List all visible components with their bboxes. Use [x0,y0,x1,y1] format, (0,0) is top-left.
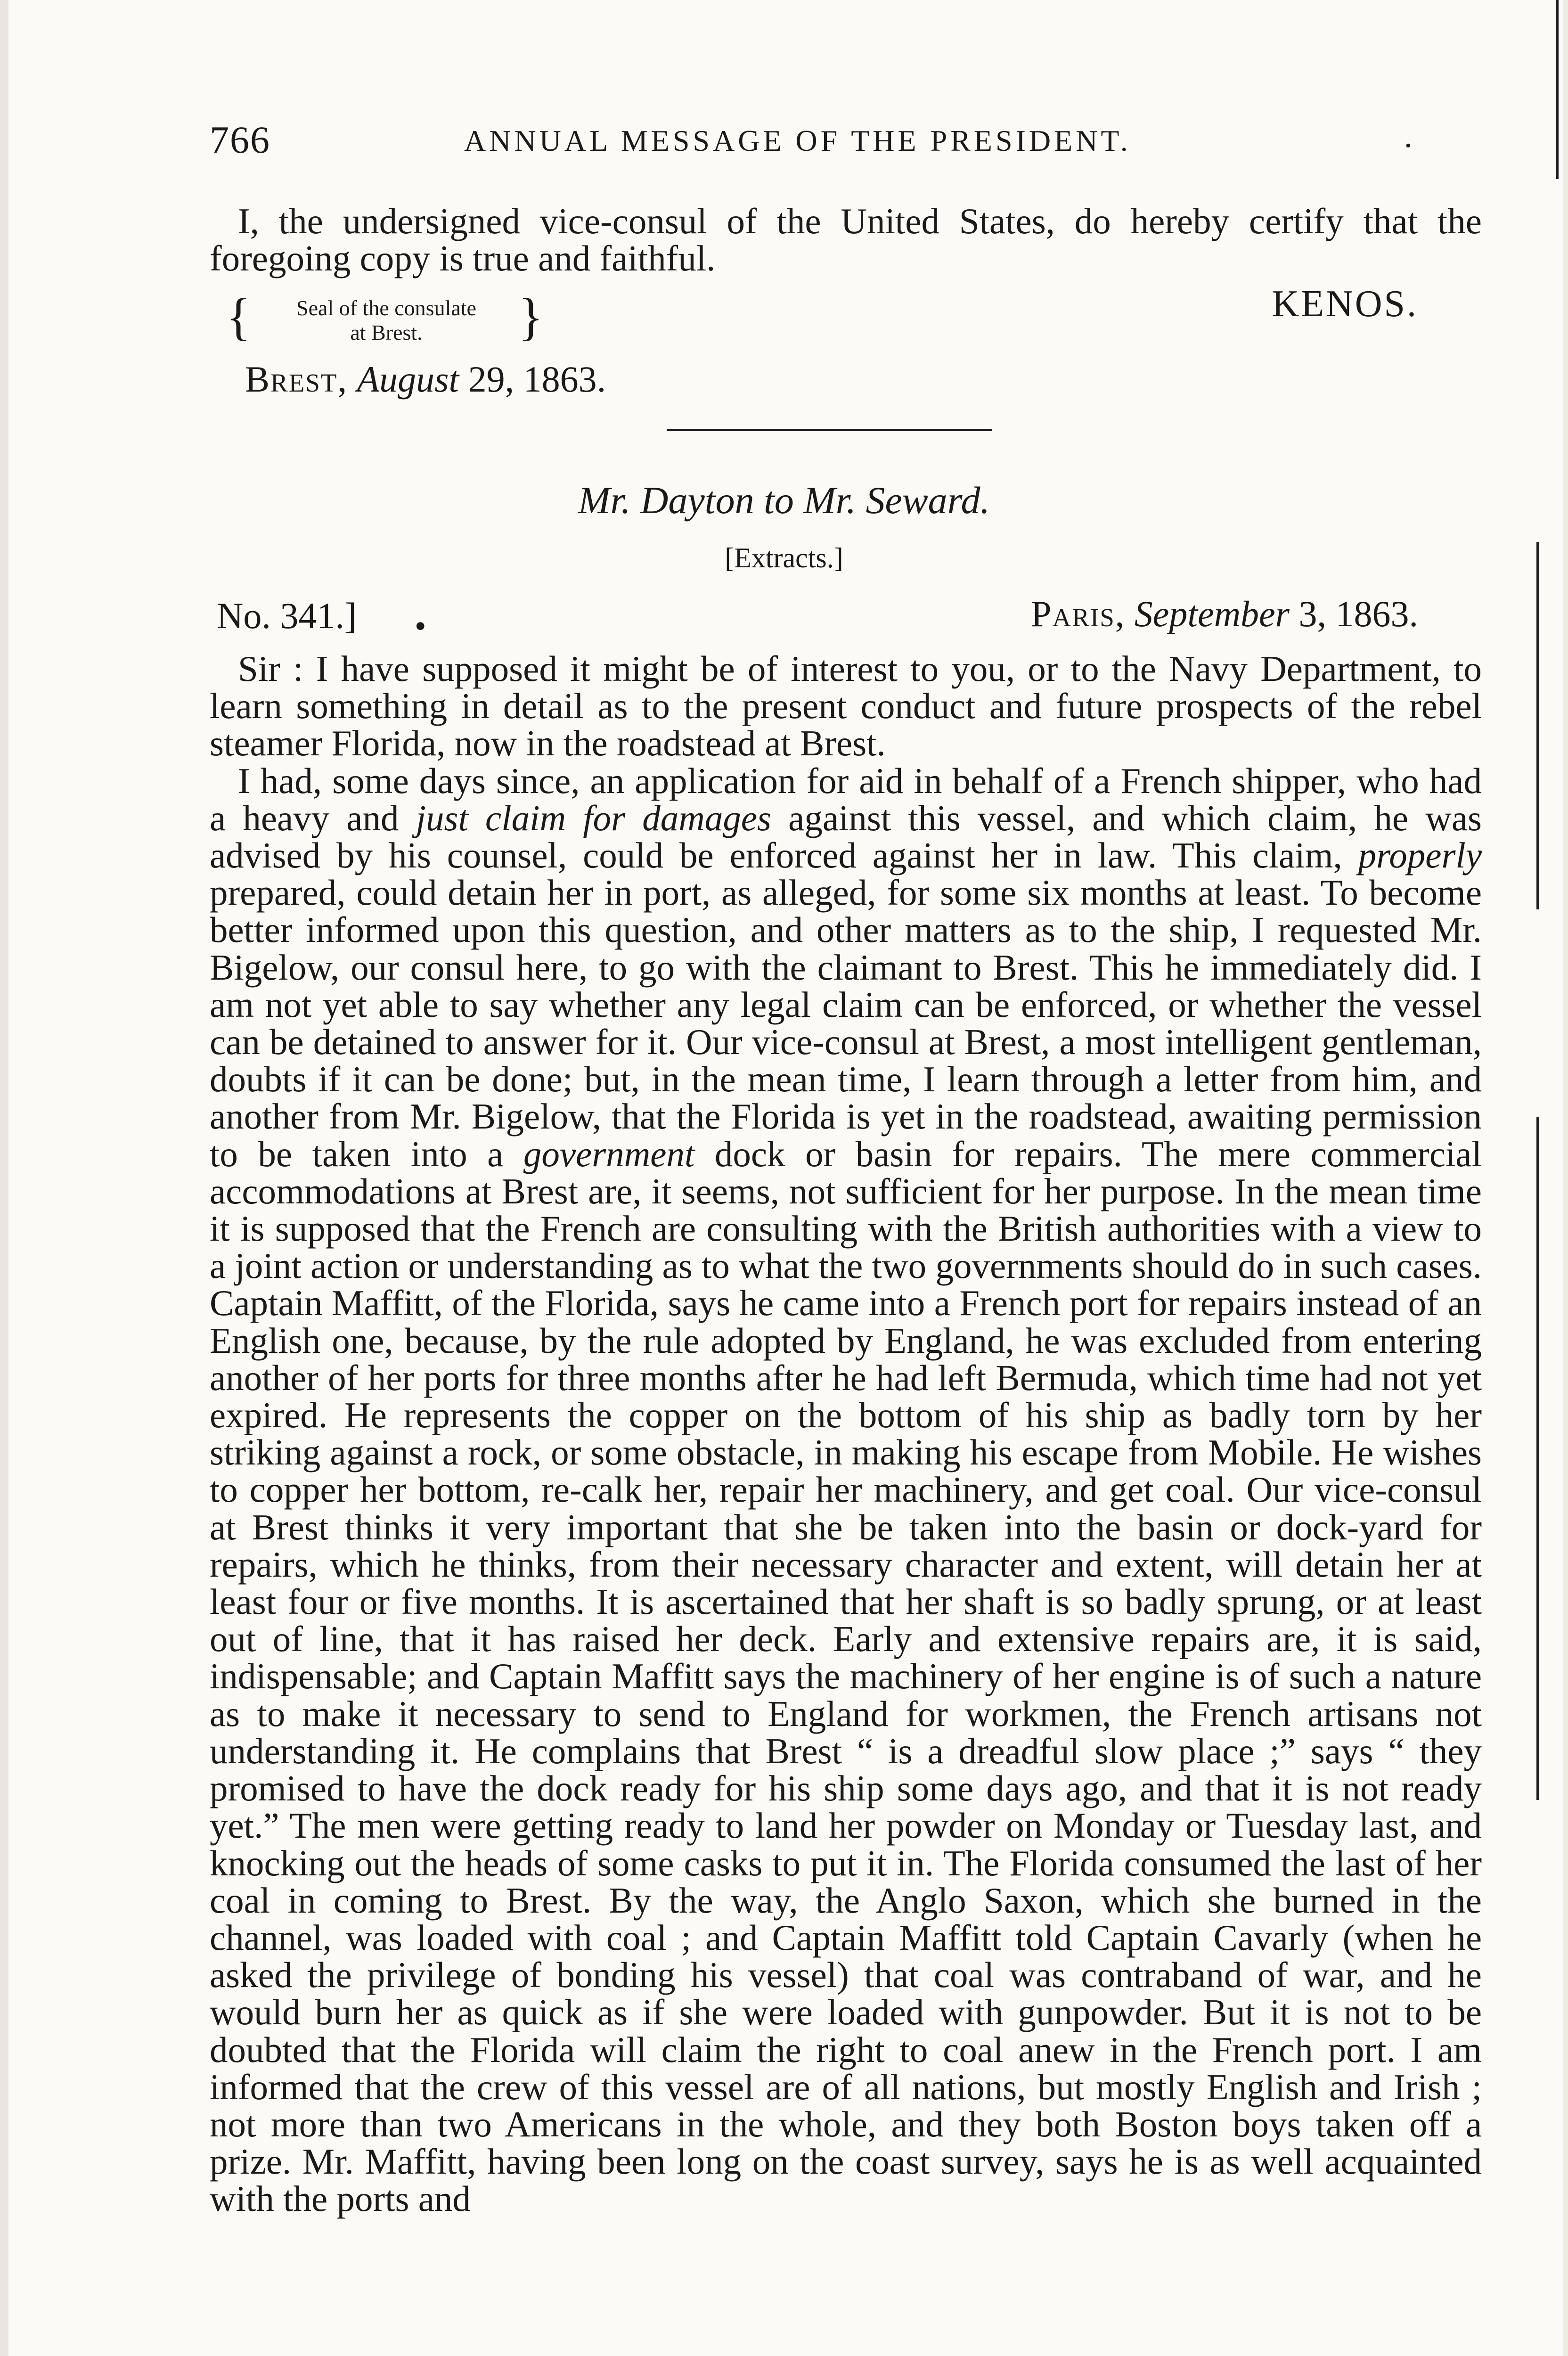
running-title: ANNUAL MESSAGE OF THE PRESIDENT. [464,124,1131,157]
page-number: 766 [210,118,270,161]
p2-text-b: against this vessel, and which claim, he was advised by his counsel, could be enforced against her in law. This claim, [210,797,1482,876]
p2-emphasis-claim: just claim for damages [416,797,771,838]
seal-brace-left: { [226,288,251,345]
certificate-paragraph: I, the undersigned vice-consul of the United States, do hereby certify that the foregoing copy is true and faithful. [210,201,1482,279]
letter-body [210,650,1482,2218]
signer-name: KENOS. [1272,283,1418,325]
scan-edge-left [0,0,8,2356]
certificate-text [210,203,1482,277]
certificate-place: Brest, [245,359,348,400]
p2-text-a: I had, some days since, an application for aid in behalf of a French shipper, who had a heavy and [210,760,1482,838]
certificate-place-date [245,358,606,401]
section-divider [667,429,992,431]
dateline-day-year: 3, 1863. [1298,593,1418,634]
scan-artifact-line [1536,542,1539,909]
stray-mark: . [1404,118,1413,155]
running-head [210,118,1482,165]
stray-dot: • [415,608,426,645]
scan-artifact-line [1556,0,1559,179]
dateline-month: September [1134,593,1290,634]
seal-line-1: Seal of the consulate [296,296,476,320]
letter-number: No. 341.] [217,595,357,636]
p2-text-d: dock or basin for repairs. The mere commercial accommodations at Brest are, it seems, not sufficient for her purpose. In the mean time it is supposed that the French are consulting with the British authorities with a view to a joint action or understanding as to what the two governments should do in such cases. Captain Maffitt, of the Florida, says he came into a French port for repairs instead of an English one, because, by the rule adopted by England, he was excluded from entering another of her ports for three months after he had left Bermuda, which time had not yet expired. He represents the copper on the bottom of his ship as badly torn by her striking against a rock, or some obstacle, in making his escape from Mobile. He wishes to copper her bottom, re-calk her, repair her machinery, and get coal. Our vice-consul at Brest thinks it very important that she be taken into the basin or dock-yard for repairs, which he thinks, from their necessary character and extent, will detain her at least four or five months. It is ascertained that her shaft is so badly sprung, or at least out of line, that it has raised her deck. Early and extensive repairs are, it is said, indispensable; and Captain Maffitt says the machinery of her engine is of such a nature as to make it necessary to send to England for workmen, the French artisans not understanding it. He complains that Brest “ is a dreadful slow place ;” says “ they promised to have the dock ready for his ship some days ago, and that it is not ready yet.” The men were getting ready to land her powder on Monday or Tuesday last, and knocking out the heads of some casks to put it in. The Florida consumed the last of her coal in coming to Brest. By the way, the Anglo Saxon, which she burned in the channel, was loaded with coal ; and Captain Maffitt told Captain Cavarly (when he asked the privilege of bonding his vessel) that coal was contraband of war, and he would burn her as quick as if she were loaded with gunpowder. But it is not to be doubted that the Florida will claim the right to coal anew in the French port. I am informed that the crew of this vessel are of all nations, but mostly English and Irish ; not more than two Americans in the whole, and they both Boston boys taken off a prize. Mr. Maffitt, having been long on the coast survey, says he is as well acquainted with the ports and [210,1133,1482,2219]
consulate-seal [226,288,556,346]
letter-paragraph-2 [210,762,1482,2218]
p2-emphasis-government: government [523,1133,695,1174]
scan-edge-right [1563,0,1568,2356]
letter-dateline [1031,593,1418,635]
dateline-place: Paris, [1031,593,1126,634]
certificate-date: 29, 1863. [468,359,606,400]
letter-note: [Extracts.] [725,542,843,573]
p2-emphasis-properly: properly [1358,835,1482,876]
letter-paragraph-1: Sir : I have supposed it might be of interest to you, or to the Navy Department, to learn something in detail as to the present conduct and future prospects of the rebel steamer Florida, now in the roadstead at Brest. [210,648,1482,764]
letter-heading: Mr. Dayton to Mr. Seward. [578,479,990,522]
certificate-month: August [357,359,459,400]
seal-line-2: at Brest. [350,320,423,344]
seal-brace-right: } [518,288,543,345]
scan-artifact-line [1536,1117,1539,1800]
p2-text-c: prepared, could detain her in port, as alleged, for some six months at least. To become better informed upon this question, and other matters as to the ship, I requested Mr. Bigelow, our consul here, to go with the claimant to Brest. This he immediately did. I am not yet able to say whether any legal claim can be enforced, or whether the vessel can be detained to answer for it. Our vice-consul at Brest, a most intelligent gentleman, doubts if it can be done; but, in the mean time, I learn through a letter from him, and another from Mr. Bigelow, that the Florida is yet in the roadstead, awaiting permission to be taken into a [210,872,1482,1174]
